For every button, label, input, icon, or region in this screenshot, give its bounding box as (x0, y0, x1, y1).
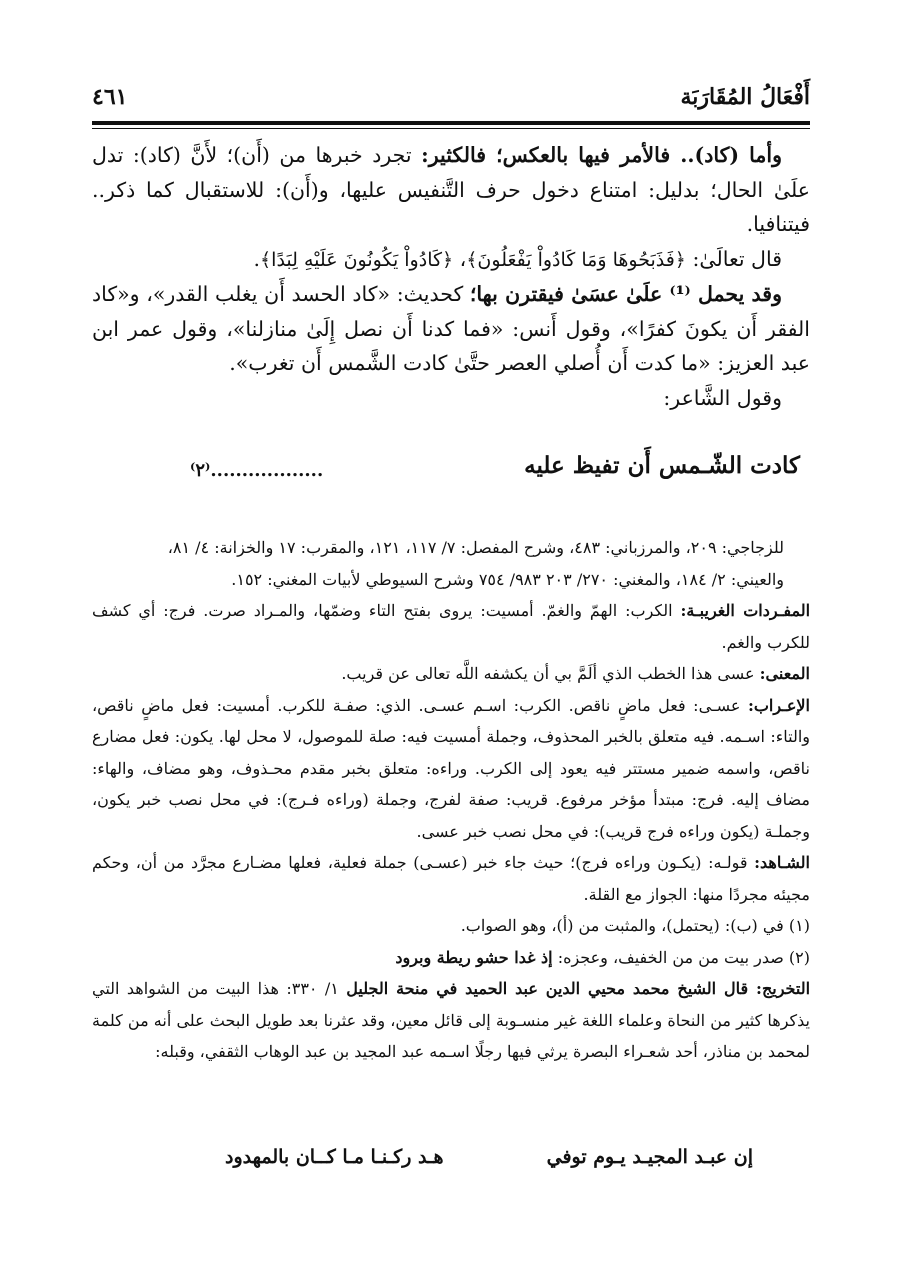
footnote-2-ajuz: إذ غدا حشو ريطة وبرود (395, 947, 553, 967)
takhrij-note (92, 973, 810, 1068)
quran-verse-1: ﴿فَذَبَحُوهَا وَمَا كَادُواْ يَفْعَلُونَ﴾ (466, 248, 686, 271)
shahid-label: الشـاهد: (754, 853, 810, 872)
poem-second-hemistich: هـد ركـنـا مـا كــان بالمهدود (225, 1146, 444, 1168)
paragraph-asa-body: كحديث: «كاد الحسد أَن يغلب القدر»، و«كاد الفقر أَن يكونَ كفرًا»، وقول أَنس: «فما كدنا أَن نصل إِلَىٰ منازلنا»، وقول عمر ابن عبد العزيز: «ما كدت أَن أُصلي العصر حتَّىٰ كادت الشَّمس أَن تغرب». (92, 282, 810, 375)
footnotes (92, 532, 810, 1068)
quran-end: . (253, 246, 261, 271)
meaning-note (92, 658, 810, 690)
quoted-poem (225, 1146, 753, 1180)
vocab-text: الكرب: الهمّ والغمّ. أمسيت: يروى بفتح التاء وضمّها، والمـراد صرت. فرج: أي كشف للكرب والغم. (92, 601, 810, 652)
header-rule-thick (92, 121, 810, 125)
verse-dots: ..................⁽٢⁾ (190, 460, 324, 481)
irab-label: الإعـراب: (747, 695, 810, 715)
paragraph-asa (92, 277, 810, 381)
takhrij-text: ١/ ٣٣٠: هذا البيت من الشواهد التي يذكرها كثير من النحاة وعلماء اللغة غير منسـوبة إلى قائل معين، وقد عثرنا بعد طويل البحث على أنه من كلمة لمحمد بن مناذر، أحد شعـراء البصرة يرثي فيها رجلًا اسـمه عبد المجيد بن عبد الوهاب الثقفي، وقبله: (92, 979, 810, 1061)
header-rule-thin (92, 128, 810, 129)
vocab-label: المفـردات الغريبـة: (680, 601, 811, 620)
paragraph-quran-lead: قال تعالَىٰ: (685, 246, 782, 271)
refs-line-2: والعيني: ٢/ ١٨٤، والمغني: ٢٧٠/ ٢٠٣ ٩٨٣/ ٧٥٤ وشرح السيوطي لأبيات المغني: ١٥٢. (231, 569, 784, 589)
meaning-label: المعنى: (759, 664, 810, 683)
page-number: ٤٦١ (92, 84, 128, 110)
footnote-2 (92, 942, 810, 974)
footnote-1: (١) في (ب): (يحتمل)، والمثبت من (أ)، وهو الصواب. (460, 916, 810, 935)
shahid-text: قولـه: (يكـون وراءه فرج)؛ حيث جاء خبر (عسـى) جملة فعلية، فعلها مضـارع مجرَّد من أن، وحكم مجيئه مجردًا منها: الجواز مع القلة. (92, 853, 810, 904)
running-title: أَفْعَالُ المُقَارَبَة (680, 84, 810, 110)
irab-note (92, 690, 810, 848)
main-text (92, 138, 810, 415)
paragraph-kada (92, 138, 810, 242)
takhrij-source: قال الشيخ محمد محيي الدين عبد الحميد في منحة الجليل (346, 979, 757, 998)
poetry-verse (190, 448, 800, 490)
poem-first-hemistich: إن عبـد المجيـد يـوم توفي (546, 1146, 753, 1168)
irab-text: عسـى: فعل ماضٍ ناقص. الكرب: اسـم عسـى. الذي: صفـة للكرب. أمسيت: فعل ماضٍ ناقص، والتاء: اسـمه. فيه متعلق بالخبر المحذوف، وجملة أمسيت فيه: صلة للموصول، لا محل لها. يكون: فعل مضارع ناقص، واسمه ضمير مستتر فيه يعود إلى الكرب. وراءه: متعلق بخبر مقدم محـذوف، وهو مضاف، والهاء: مضاف إليه. فرج: مبتدأ مؤخر مرفوع. قريب: صفة لفرج، وجملة (وراءه فـرج): في محل نصب خبر يكون، وجملـة (يكون وراءه فرج قريب): في محل نصب خبر عسى. (92, 695, 810, 841)
page-header (92, 84, 810, 118)
refs-line-1: للزجاجي: ٢٠٩، والمرزباني: ٤٨٣، وشرح المفصل: ٧/ ١١٧، ١٢١، والمقرب: ١٧ والخزانة: ٤/ ٨١، (167, 538, 784, 557)
shahid-note (92, 847, 810, 910)
verse-first-hemistich: كادت الشّـمس أَن تفيظ عليه (524, 452, 800, 479)
paragraph-poet: وقول الشَّاعر: (663, 385, 782, 410)
quran-verse-2: ﴿كَادُواْ يَكُونُونَ عَلَيْهِ لِبَدًا﴾ (260, 248, 454, 271)
vocab-note (92, 595, 810, 658)
paragraph-quran (92, 242, 810, 278)
meaning-text: عسى هذا الخطب الذي ألَمَّ بي أن يكشفه اللَّه تعالى عن قريب. (341, 664, 760, 683)
quran-separator: ، (453, 246, 467, 271)
takhrij-label: التخريج: (756, 979, 811, 998)
paragraph-kada-lead: وأما (كاد).. فالأمر فيها بالعكس؛ فالكثير: (421, 143, 783, 167)
footnote-2-text: (٢) صدر بيت من من الخفيف، وعجزه: (552, 947, 810, 967)
paragraph-asa-lead: وقد يحمل ⁽¹⁾ علَىٰ عسَىٰ فيقترن بها؛ (469, 282, 783, 306)
paragraph-kada-body: تجرد خبرها من (أَن)؛ لأَنَّ (كاد): تدل علَىٰ الحال؛ بدليل: امتناع دخول حرف التَّنفيس عليها، و(أَن): للاستقبال كما ذكر.. فيتنافيا. (92, 143, 810, 236)
